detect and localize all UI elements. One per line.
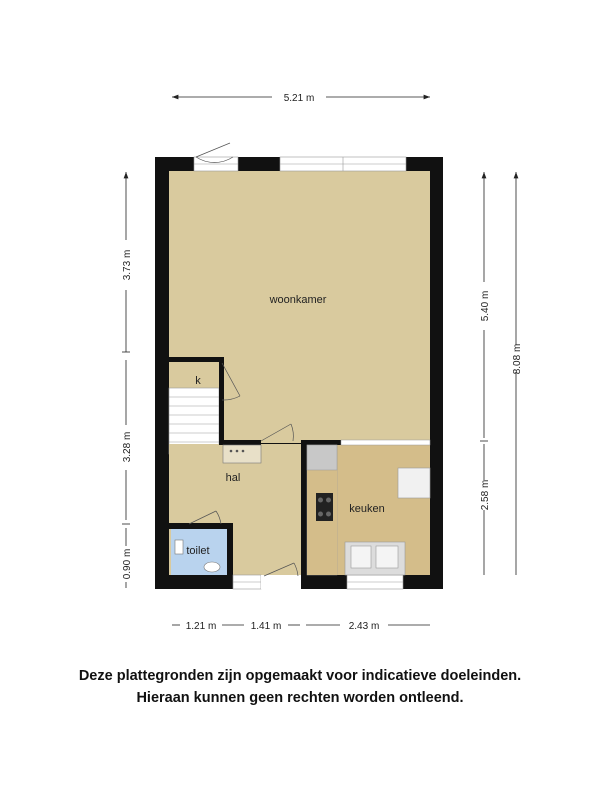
- front-door-gap: [261, 575, 301, 589]
- dim-left-middle: 3.28 m: [122, 431, 133, 463]
- wall-kitchen-top-left: [301, 440, 341, 445]
- label-keuken: keuken: [349, 503, 385, 515]
- label-woonkamer: woonkamer: [269, 294, 327, 306]
- kitchen-stove: [316, 493, 333, 521]
- dim-left-upper: 3.73 m: [122, 249, 133, 281]
- dim-top-width: 5.21 m: [283, 93, 315, 104]
- kitchen-fridge: [398, 468, 430, 498]
- label-toilet: toilet: [186, 545, 210, 557]
- dim-right-outer: 8.08 m: [512, 343, 523, 375]
- wall-kitchen-left: [301, 440, 307, 575]
- dim-left-lower: 0.90 m: [122, 548, 133, 580]
- wall-storage-side: [219, 357, 224, 445]
- disclaimer-line-1: Deze plattegronden zijn opgemaakt voor indicatieve doeleinden.: [78, 668, 522, 684]
- dim-bottom-right: 2.43 m: [348, 621, 380, 632]
- wall-hall-top: [219, 440, 261, 445]
- disclaimer-line-2: Hieraan kunnen geen rechten worden ontleend.: [136, 690, 464, 706]
- hall-opening: [261, 440, 301, 443]
- window-bottom-kitchen: [347, 575, 403, 589]
- label-hal: hal: [225, 472, 241, 484]
- kitchen-counter-bottom: [345, 542, 405, 575]
- dim-bottom-left: 1.21 m: [185, 621, 217, 632]
- window-bottom-hall: [233, 575, 261, 589]
- window-top-left: [194, 157, 238, 171]
- wall-toilet-side: [227, 523, 233, 575]
- meter-cabinet: [223, 445, 261, 463]
- dim-right-inner-upper: 5.40 m: [480, 290, 491, 322]
- kitchen-opening: [341, 440, 430, 445]
- dim-right-inner-lower: 2.58 m: [480, 479, 491, 511]
- window-top-right: [280, 157, 406, 171]
- wall-storage-top: [169, 357, 224, 362]
- dim-bottom-middle: 1.41 m: [250, 621, 282, 632]
- label-kast: k: [195, 375, 201, 387]
- wall-toilet-top: [169, 523, 233, 529]
- hall-floor-lower: [233, 520, 301, 575]
